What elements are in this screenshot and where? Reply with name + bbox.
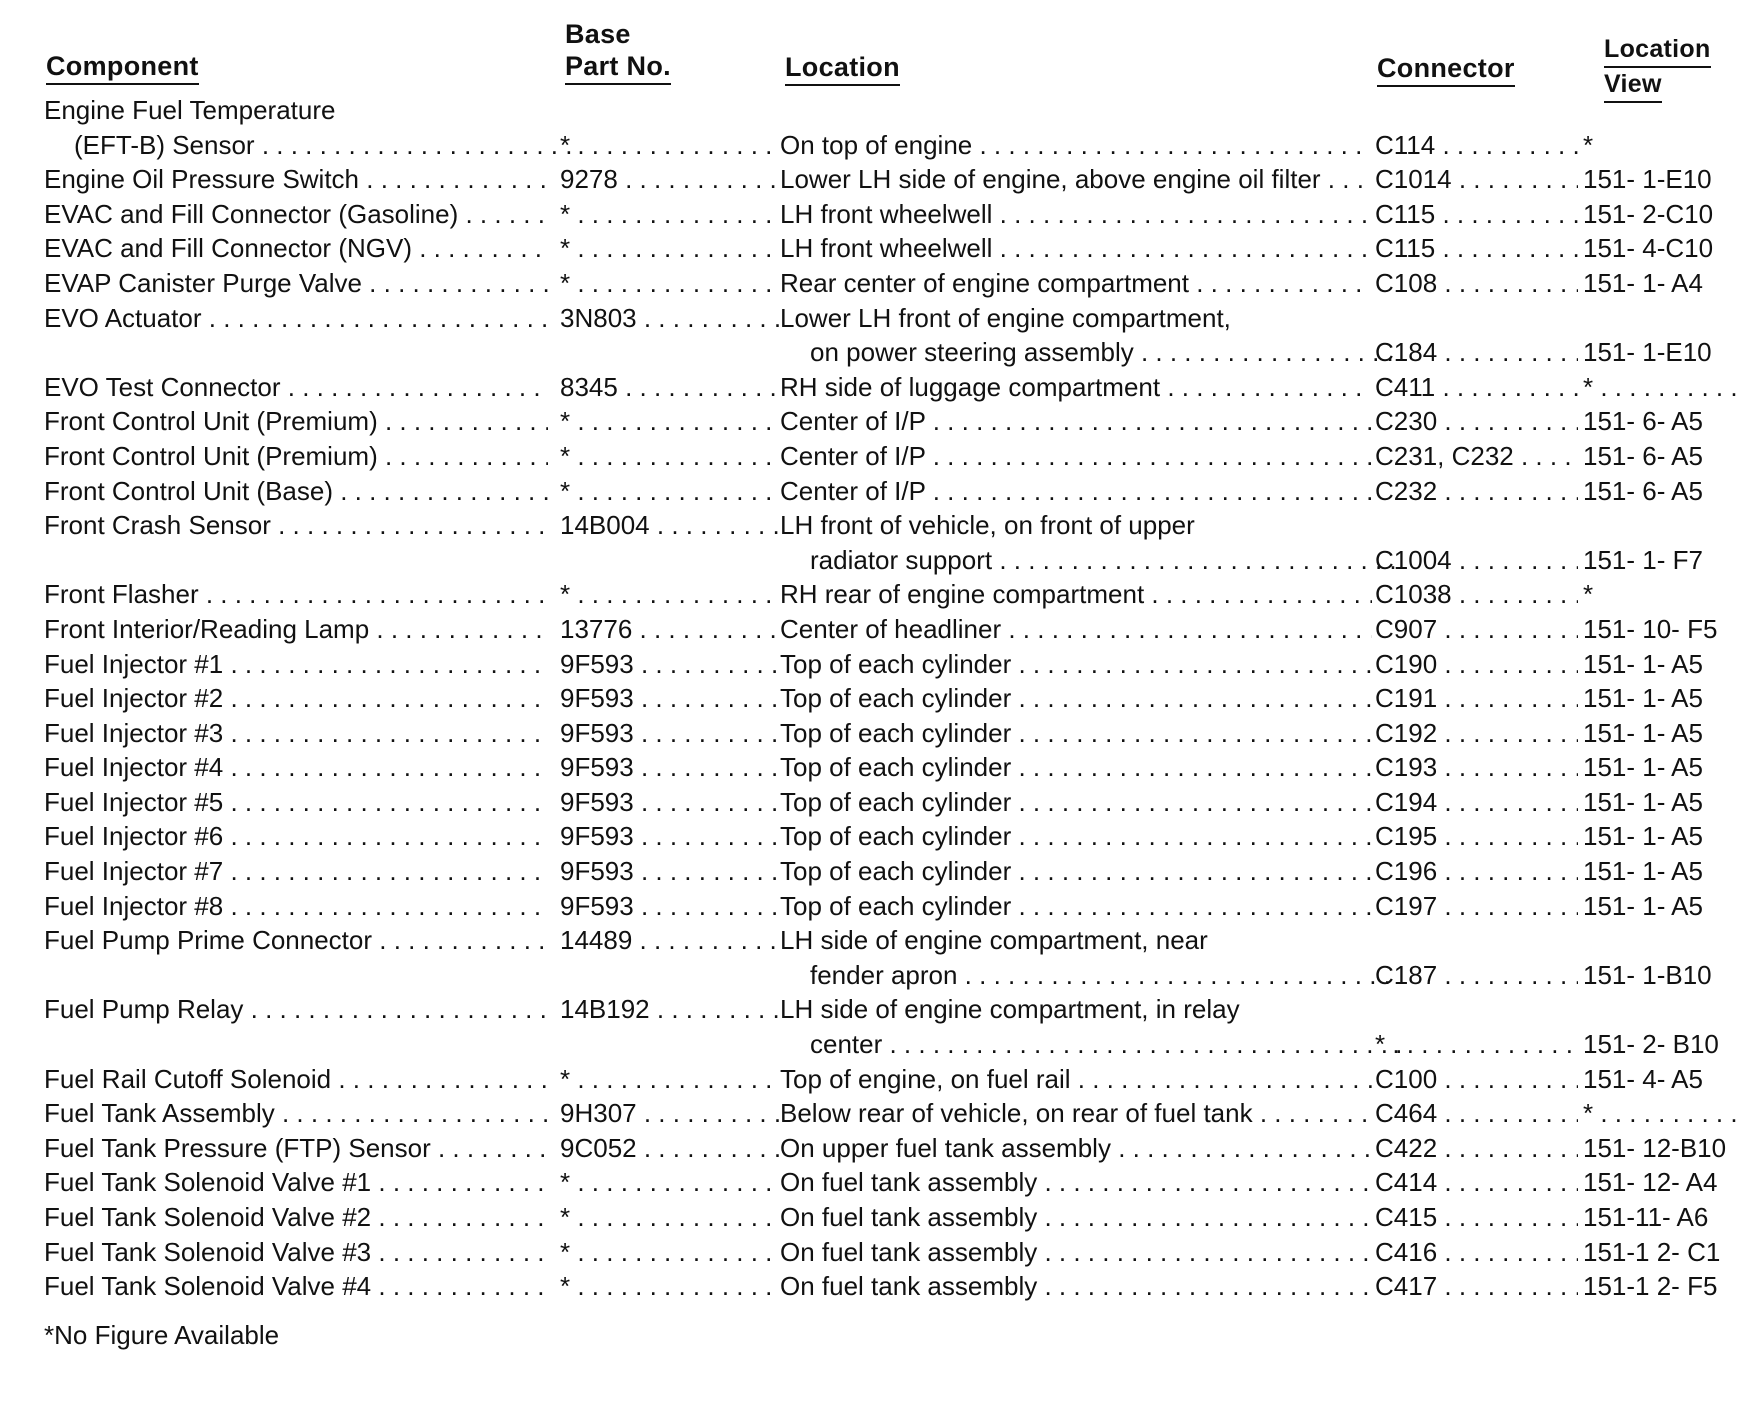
row-location: LH side of engine compartment, in relay [780,994,1240,1025]
row-base-part-no: 9H307 . . . [560,1096,782,1131]
table-row [0,819,1740,854]
row-location-view: 151- 1- A5 [1583,683,1703,714]
row-location: Top of engine, on fuel rail . . . [780,1062,1372,1097]
row-base-part-no: * . . . [560,404,782,439]
row-location: fender apron . . . [780,958,1402,993]
row-component: Fuel Pump Relay . . . [44,992,548,1027]
row-base-part-no: * . . . [560,577,782,612]
header-base-part-line1: Base [565,19,631,49]
row-connector: C1014 . . . [1375,162,1578,197]
row-component: Fuel Injector #5 . . . [44,785,548,820]
row-connector: C231, C232 . . . [1375,439,1578,474]
header-base-part-no [565,18,671,85]
row-location-view: 151- 1-B10 [1583,959,1712,990]
row-location-view: * . . . [1583,1096,1740,1131]
row-component: Fuel Tank Assembly . . . [44,1096,548,1131]
row-base-part-no: * . . . [560,1200,782,1235]
table-row [0,923,1740,958]
row-component: Fuel Injector #4 . . . [44,750,548,785]
row-base-part-no: * . . . [560,1235,782,1270]
row-base-part-no: 14B192 . . . [560,992,782,1027]
row-connector: C115 . . . [1375,197,1578,232]
row-connector: C416 . . . [1375,1235,1578,1270]
table-row [0,647,1740,682]
row-base-part-no: * . . . [560,1165,782,1200]
row-base-part-no: 3N803 . . . [560,301,782,336]
row-location-view: 151- 6- A5 [1583,406,1703,437]
table-row [0,1027,1740,1062]
table-row [0,1269,1740,1304]
row-location-view: 151- 12-B10 [1583,1132,1727,1163]
table-row [0,266,1740,301]
row-base-part-no: * . . . [560,197,782,232]
row-component: EVO Test Connector . . . [44,370,548,405]
row-component: Fuel Injector #3 . . . [44,716,548,751]
row-connector: C191 . . . [1375,681,1578,716]
row-location: Lower LH front of engine compartment, [780,302,1231,333]
table-row [0,577,1740,612]
row-component: Front Interior/Reading Lamp . . . [44,612,548,647]
row-connector: C193 . . . [1375,750,1578,785]
table-row [0,1131,1740,1166]
row-component: Engine Oil Pressure Switch . . . [44,162,548,197]
row-connector: C114 . . . [1375,128,1578,163]
table-row [0,785,1740,820]
footnote: *No Figure Available [44,1320,280,1350]
row-location-view: 151-1 2- F5 [1583,1271,1718,1302]
row-location: Top of each cylinder . . . [780,716,1372,751]
row-location: RH side of luggage compartment . . . [780,370,1372,405]
row-location: Top of each cylinder . . . [780,785,1372,820]
row-location-view: 151- 4-C10 [1583,233,1714,264]
row-connector: C115 . . . [1375,231,1578,266]
row-component: EVAC and Fill Connector (NGV) . . . [44,231,548,266]
table-row [0,1096,1740,1131]
row-connector: C187 . . . [1375,958,1578,993]
table-row [0,958,1740,993]
row-base-part-no: 9C052 . . . [560,1131,782,1166]
row-base-part-no: * . . . [560,1269,782,1304]
row-base-part-no: 9278 . . . [560,162,782,197]
row-base-part-no: 9F593 . . . [560,889,782,924]
table-row [0,301,1740,336]
row-location-view: 151- 1- A5 [1583,717,1703,748]
row-connector: C184 . . . [1375,335,1578,370]
row-location: Center of I/P . . . [780,439,1372,474]
row-component: Front Control Unit (Premium) . . . [44,404,548,439]
row-location-view: 151- 1- A4 [1583,267,1703,298]
row-connector: C108 . . . [1375,266,1578,301]
row-component: EVAC and Fill Connector (Gasoline) . . . [44,197,548,232]
row-component: Fuel Injector #6 . . . [44,819,548,854]
row-location: Top of each cylinder . . . [780,681,1372,716]
table-row [0,231,1740,266]
row-component: Fuel Injector #1 . . . [44,647,548,682]
table-body [0,93,1740,1304]
table-row [0,716,1740,751]
row-location-view: 151- 1- A5 [1583,821,1703,852]
row-connector: C1038 . . . [1375,577,1578,612]
row-location-view: 151- 6- A5 [1583,440,1703,471]
table-row [0,93,1740,128]
row-location-view: * [1583,129,1594,160]
row-connector: * . . . [1375,1027,1578,1062]
row-location: Top of each cylinder . . . [780,854,1372,889]
row-location: On fuel tank assembly . . . [780,1235,1372,1270]
row-component: EVO Actuator . . . [44,301,548,336]
row-component: Fuel Tank Pressure (FTP) Sensor . . . [44,1131,548,1166]
row-component: Fuel Tank Solenoid Valve #1 . . . [44,1165,548,1200]
row-location-view: 151- 1- A5 [1583,856,1703,887]
header-location: Location [785,51,900,86]
row-location-view: 151- 1-E10 [1583,164,1712,195]
row-base-part-no: 9F593 . . . [560,750,782,785]
row-location-view: 151- 1- A5 [1583,752,1703,783]
row-location-view: 151- 1-E10 [1583,337,1712,368]
row-component: Front Flasher . . . [44,577,548,612]
row-location: LH front of vehicle, on front of upper [780,510,1195,541]
table-row [0,335,1740,370]
row-connector: C196 . . . [1375,854,1578,889]
row-location: On fuel tank assembly . . . [780,1200,1372,1235]
row-component: Front Control Unit (Base) . . . [44,474,548,509]
row-base-part-no: 9F593 . . . [560,716,782,751]
table-row [0,508,1740,543]
table-row [0,681,1740,716]
table-row [0,162,1740,197]
table-row [0,1200,1740,1235]
row-base-part-no: 14B004 . . . [560,508,782,543]
row-location-view: 151- 1- A5 [1583,648,1703,679]
row-component: (EFT-B) Sensor . . . [44,128,578,163]
row-connector: C907 . . . [1375,612,1578,647]
row-connector: C197 . . . [1375,889,1578,924]
row-location-view: 151-11- A6 [1583,1202,1709,1232]
row-location-view: 151- 12- A4 [1583,1167,1718,1198]
row-location: On fuel tank assembly . . . [780,1269,1372,1304]
row-component: Fuel Tank Solenoid Valve #3 . . . [44,1235,548,1270]
header-location-view-line2: View [1604,68,1662,103]
row-component: Fuel Rail Cutoff Solenoid . . . [44,1062,548,1097]
row-location: LH side of engine compartment, near [780,925,1208,956]
row-base-part-no: 9F593 . . . [560,681,782,716]
row-component: Fuel Tank Solenoid Valve #4 . . . [44,1269,548,1304]
row-location-view: * . . . [1583,370,1740,405]
row-location-view: 151- 6- A5 [1583,475,1703,506]
header-base-part-line2: Part No. [565,50,671,85]
row-location: center . . . [780,1027,1402,1062]
row-location-view: 151-1 2- C1 [1583,1236,1721,1267]
row-connector: C1004 . . . [1375,543,1578,578]
row-location: On top of engine . . . [780,128,1372,163]
row-location-view: 151- 2- B10 [1583,1029,1719,1060]
row-component: Engine Fuel Temperature [44,95,336,125]
row-base-part-no: 8345 . . . [560,370,782,405]
row-location: Below rear of vehicle, on rear of fuel tank . . . [780,1096,1372,1131]
row-location: Top of each cylinder . . . [780,889,1372,924]
row-component: Front Control Unit (Premium) . . . [44,439,548,474]
row-location: Center of headliner . . . [780,612,1372,647]
row-component: Fuel Pump Prime Connector . . . [44,923,548,958]
header-component: Component [46,50,199,85]
row-base-part-no: 9F593 . . . [560,647,782,682]
row-location-view: 151- 1- A5 [1583,786,1703,817]
row-location-view: 151- 2-C10 [1583,198,1714,229]
row-base-part-no: 9F593 . . . [560,785,782,820]
row-component: Fuel Tank Solenoid Valve #2 . . . [44,1200,548,1235]
row-connector: C100 . . . [1375,1062,1578,1097]
row-base-part-no: * . . . [560,128,782,163]
row-base-part-no: 13776 . . . [560,612,782,647]
row-location: Top of each cylinder . . . [780,819,1372,854]
row-location-view: 151- 10- F5 [1583,613,1718,644]
row-location: Center of I/P . . . [780,474,1372,509]
row-location: Top of each cylinder . . . [780,647,1372,682]
table-row [0,474,1740,509]
row-component: Fuel Injector #7 . . . [44,854,548,889]
row-base-part-no: * . . . [560,1062,782,1097]
table-row [0,750,1740,785]
row-connector: C415 . . . [1375,1200,1578,1235]
row-location: LH front wheelwell . . . [780,197,1372,232]
row-connector: C414 . . . [1375,1165,1578,1200]
row-connector: C422 . . . [1375,1131,1578,1166]
row-connector: C230 . . . [1375,404,1578,439]
row-base-part-no: 14489 . . . [560,923,782,958]
table-row [0,992,1740,1027]
table-row [0,128,1740,163]
row-location-view: 151- 1- A5 [1583,890,1703,921]
row-component: Front Crash Sensor . . . [44,508,548,543]
row-location-view: 151- 4- A5 [1583,1063,1703,1094]
row-location: radiator support . . . [780,543,1402,578]
table-row [0,854,1740,889]
row-connector: C464 . . . [1375,1096,1578,1131]
table-row [0,197,1740,232]
row-connector: C232 . . . [1375,474,1578,509]
row-location: LH front wheelwell . . . [780,231,1372,266]
row-base-part-no: * . . . [560,231,782,266]
row-component: Fuel Injector #2 . . . [44,681,548,716]
row-location: On fuel tank assembly . . . [780,1165,1372,1200]
row-location: on power steering assembly . . . [780,335,1402,370]
row-connector: C190 . . . [1375,647,1578,682]
row-base-part-no: 9F593 . . . [560,819,782,854]
table-row [0,404,1740,439]
row-connector: C411 . . . [1375,370,1578,405]
row-connector: C417 . . . [1375,1269,1578,1304]
row-location: Lower LH side of engine, above engine oil filter . . . [780,162,1372,197]
row-base-part-no: * . . . [560,439,782,474]
row-location-view: * [1583,579,1594,610]
row-base-part-no: * . . . [560,474,782,509]
row-component: Fuel Injector #8 . . . [44,889,548,924]
table-row [0,1062,1740,1097]
row-location: Rear center of engine compartment . . . [780,266,1372,301]
row-base-part-no: 9F593 . . . [560,854,782,889]
table-row [0,889,1740,924]
table-row [0,1235,1740,1270]
table-row [0,370,1740,405]
row-base-part-no: * . . . [560,266,782,301]
row-connector: C192 . . . [1375,716,1578,751]
table-row [0,1165,1740,1200]
table-row [0,439,1740,474]
row-component: EVAP Canister Purge Valve . . . [44,266,548,301]
header-connector: Connector [1377,52,1515,87]
table-row [0,612,1740,647]
row-connector: C195 . . . [1375,819,1578,854]
row-connector: C194 . . . [1375,785,1578,820]
table-row [0,543,1740,578]
row-location: RH rear of engine compartment . . . [780,577,1372,612]
row-location: Center of I/P . . . [780,404,1372,439]
header-location-view-line1: Location [1604,33,1711,68]
row-location: Top of each cylinder . . . [780,750,1372,785]
row-location: On upper fuel tank assembly . . . [780,1131,1372,1166]
row-location-view: 151- 1- F7 [1583,544,1703,575]
